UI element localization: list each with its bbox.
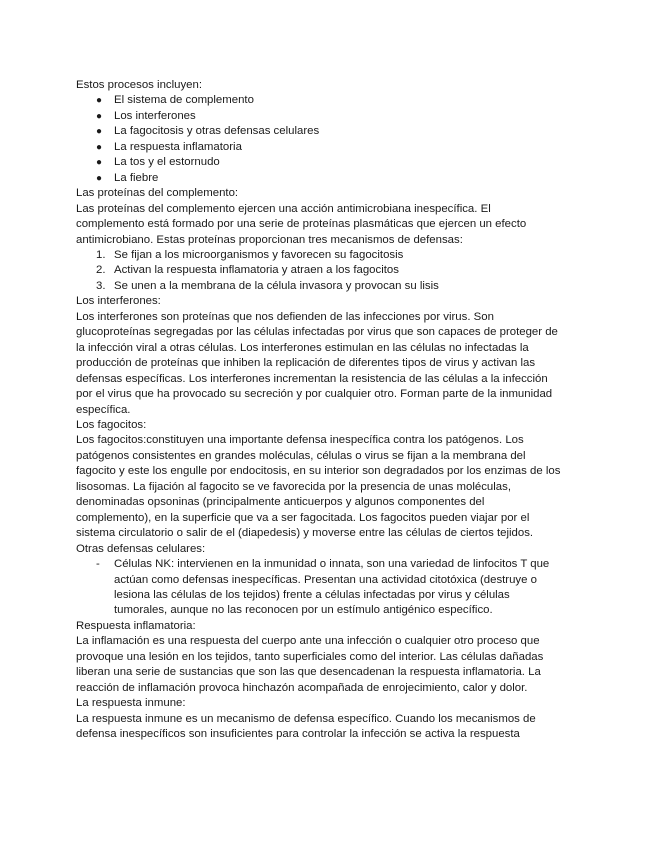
- bullet-icon: ●: [96, 172, 103, 184]
- document-page: [76, 78, 581, 742]
- paragraph-line: producción de proteínas que inhiben la replicación de diferentes tipos de virus y activan las: [76, 357, 536, 370]
- paragraph-line: Los interferones son proteínas que nos defienden de las infecciones por virus. Son: [76, 310, 494, 323]
- list-item: ● La fagocitosis y otras defensas celulares: [76, 124, 581, 139]
- intro-heading: Estos procesos incluyen:: [76, 79, 202, 91]
- list-item: ● La fiebre: [76, 171, 581, 186]
- paragraph-line: denominadas opsoninas (principalmente anticuerpos y algunos componentes del: [76, 496, 485, 509]
- paragraph-line: sistema circulatorio o salir de el (diapedesis) y moverse entre las células de ciertos tejidos.: [76, 527, 534, 540]
- paragraph-line: Los fagocitos:constituyen una importante defensa inespecífica contra los patógenos. Los: [76, 434, 524, 447]
- list-item: 3. Se unen a la membrana de la célula invasora y provocan su lisis: [96, 279, 439, 292]
- list-item: ● La tos y el estornudo: [76, 155, 581, 170]
- paragraph-line: fagocito y este los engulle por endocitosis, en su interior son degradados por los enzimas de los: [76, 465, 561, 478]
- inmune-heading: La respuesta inmune:: [76, 697, 186, 710]
- paragraph-line: específica.: [76, 403, 131, 416]
- paragraph-line: defensas específicas. Los interferones incrementan la resistencia de las células a la infección: [76, 372, 548, 385]
- paragraph-line: glucoproteínas segregadas por las células infectadas por virus que son capaces de proteger de: [76, 326, 558, 339]
- list-item: ● La respuesta inflamatoria: [76, 140, 581, 155]
- list-item-line: Células NK: intervienen en la inmunidad o innata, son una variedad de linfocitos T que: [114, 558, 550, 571]
- list-item-line: tumorales, aunque no las reconocen por un estímulo antigénico específico.: [114, 604, 493, 617]
- bullet-icon: ●: [96, 126, 103, 138]
- complemento-heading: Las proteínas del complemento:: [76, 187, 239, 200]
- paragraph-line: complemento), en la superficie que va a ser fagocitada. Los fagocitos pueden viajar por el: [76, 511, 530, 524]
- paragraph-line: reacción de inflamación provoca hinchazón acompañada de enrojecimiento, calor y dolor.: [76, 681, 528, 694]
- list-item: 2. Activan la respuesta inflamatoria y atraen a los fagocitos: [96, 264, 399, 277]
- bullet-icon: ●: [96, 110, 103, 122]
- dash-marker: -: [96, 558, 100, 571]
- list-item: 1. Se fijan a los microorganismos y favorecen su fagocitosis: [96, 248, 404, 261]
- paragraph-line: defensa inespecíficos son insuficientes para controlar la infección se activa la respuesta: [76, 728, 520, 741]
- fagocitos-heading: Los fagocitos:: [76, 418, 147, 431]
- paragraph-line: liberan una serie de sustancias que son las que desencadenan la respuesta inflamatoria. La: [76, 666, 541, 679]
- paragraph-line: La inflamación es una respuesta del cuerpo ante una infección o cualquier otro proceso que: [76, 635, 540, 648]
- paragraph-line: lisosomas. La fijación al fagocito se ve favorecida por la presencia de unas moléculas,: [76, 480, 511, 493]
- list-item: [76, 557, 581, 619]
- paragraph-line: antimicrobiano. Estas proteínas proporcionan tres mecanismos de defensas:: [76, 233, 463, 246]
- interferones-heading: Los interferones:: [76, 295, 161, 308]
- bullet-icon: ●: [96, 157, 103, 169]
- complemento-numbered-list: [76, 248, 581, 294]
- paragraph-line: la infección viral a otras células. Los interferones estimulan en las células no infectadas la: [76, 341, 529, 354]
- list-item: ● El sistema de complemento: [76, 93, 581, 108]
- intro-bullet-list: [76, 93, 581, 186]
- bullet-icon: ●: [96, 141, 103, 153]
- paragraph-line: complemento está formado por una serie de proteínas plasmáticas que ejercen un efecto: [76, 218, 527, 231]
- paragraph-line: patógenos consistentes en grandes moléculas, células o virus se fijan a la membrana del: [76, 449, 526, 462]
- paragraph-line: La respuesta inmune es un mecanismo de defensa específico. Cuando los mecanismos de: [76, 712, 536, 725]
- bullet-icon: ●: [96, 95, 103, 107]
- otras-heading: Otras defensas celulares:: [76, 542, 206, 555]
- list-item-line: lesiona las células de los tejidos) frente a células infectadas por virus y células: [114, 588, 510, 601]
- paragraph-line: Las proteínas del complemento ejercen una acción antimicrobiana inespecífica. El: [76, 202, 491, 215]
- list-item: ● Los interferones: [76, 109, 581, 124]
- inflamatoria-heading: Respuesta inflamatoria:: [76, 619, 196, 632]
- paragraph-line: por el virus que ha provocado su secreción y por cualquier otro. Forman parte de la inmunidad: [76, 388, 553, 401]
- list-item-line: actúan como defensas inespecíficas. Presentan una actividad citotóxica (destruye o: [114, 573, 537, 586]
- paragraph-line: provoque una lesión en los tejidos, tanto superficiales como del interior. Las células dañadas: [76, 650, 544, 663]
